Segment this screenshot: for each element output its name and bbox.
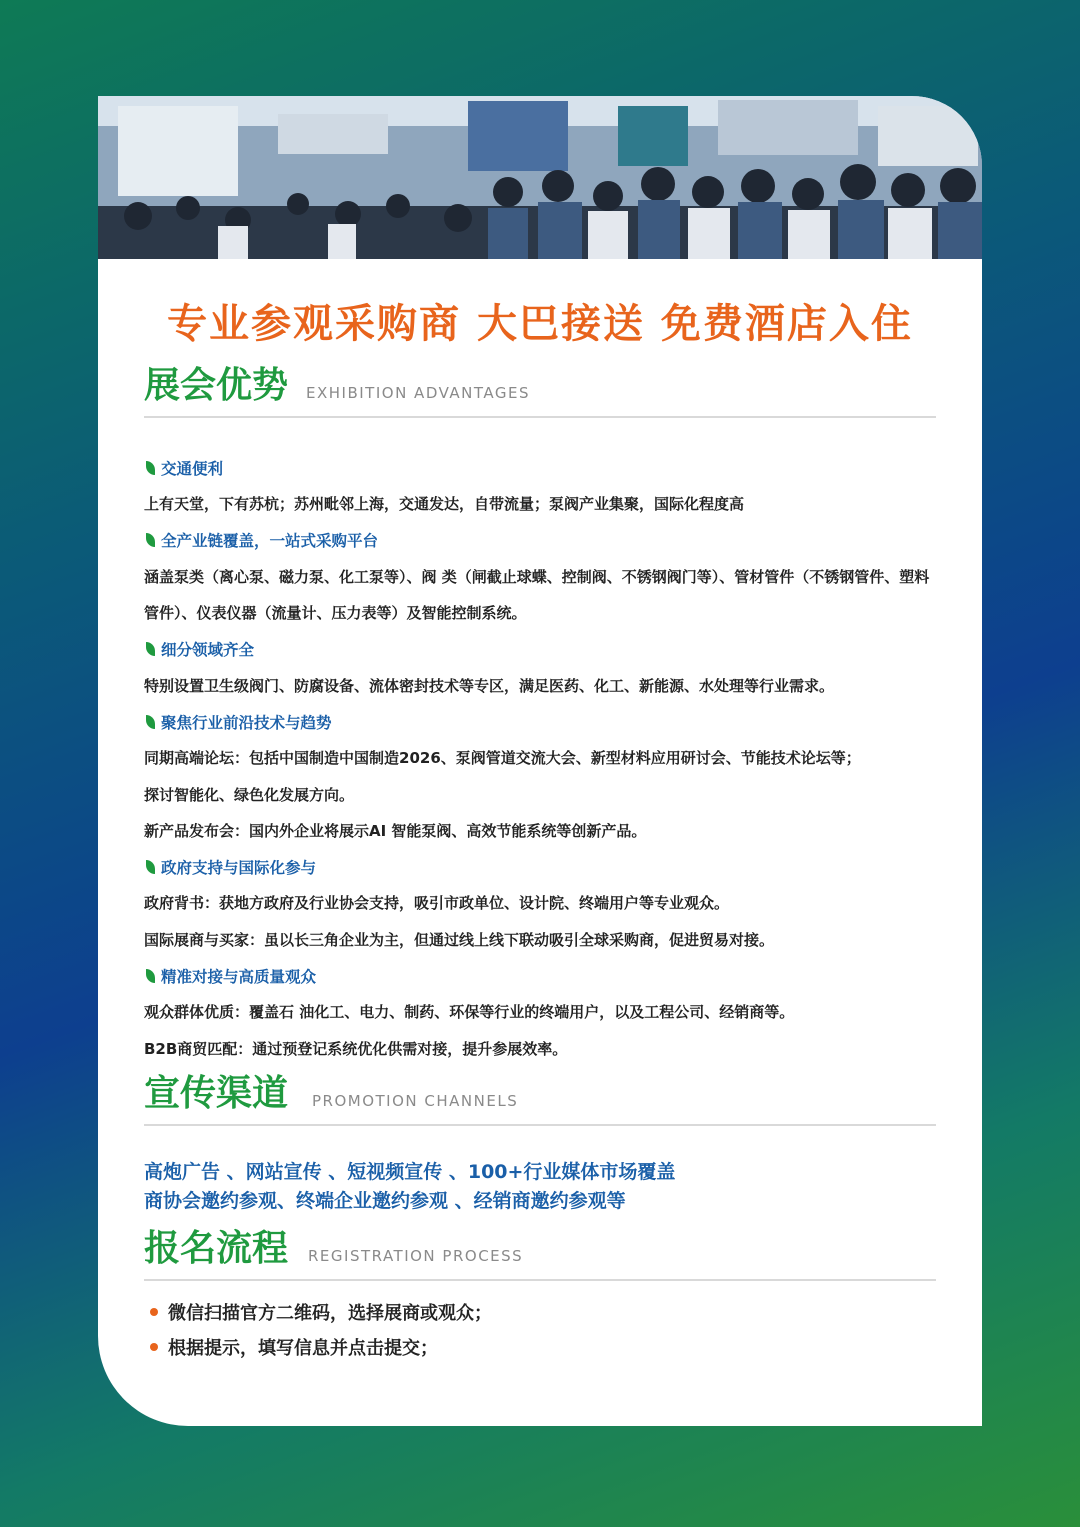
registration-section-header — [144, 1228, 936, 1281]
registration-title-en: REGISTRATION PROCESS — [308, 1247, 524, 1265]
promotion-title: 宣传渠道 — [144, 1073, 289, 1114]
advantage-text: 同期高端论坛：包括中国制造中国制造2026、泵阀管道交流大会、新型材料应用研讨会、节能技术论坛等； — [144, 749, 861, 767]
advantage-item-title: 聚焦行业前沿技术与趋势 — [146, 711, 332, 733]
promotion-line: 商协会邀约参观、终端企业邀约参观 、经销商邀约参观等 — [144, 1190, 626, 1212]
leaf-icon — [146, 642, 155, 656]
advantages-section-header — [144, 365, 936, 418]
advantage-text: 特别设置卫生级阀门、防腐设备、流体密封技术等专区，满足医药、化工、新能源、水处理等行业需求。 — [144, 677, 835, 695]
advantages-title-en: EXHIBITION ADVANTAGES — [306, 384, 531, 402]
advantage-text: 政府背书：获地方政府及行业协会支持，吸引市政单位、设计院、终端用户等专业观众。 — [144, 894, 730, 912]
promotion-line: 高炮广告 、网站宣传 、短视频宣传 、100+行业媒体市场覆盖 — [144, 1161, 676, 1183]
advantage-text: 管件）、仪表仪器（流量计、压力表等）及智能控制系统。 — [144, 604, 527, 622]
advantage-item-title: 精准对接与高质量观众 — [146, 965, 316, 987]
advantage-item-title: 政府支持与国际化参与 — [146, 856, 316, 878]
advantage-text: 国际展商与买家：虽以长三角企业为主，但通过线上线下联动吸引全球采购商，促进贸易对接。 — [144, 931, 775, 949]
promotion-title-en: PROMOTION CHANNELS — [312, 1092, 519, 1110]
advantage-text: 观众群体优质：覆盖石 油化工、电力、制药、环保等行业的终端用户，以及工程公司、经销商等。 — [144, 1003, 795, 1021]
leaf-icon — [146, 715, 155, 729]
leaf-icon — [146, 860, 155, 874]
leaf-icon — [146, 969, 155, 983]
advantage-item-title: 全产业链覆盖，一站式采购平台 — [146, 529, 378, 551]
advantages-title: 展会优势 — [144, 365, 289, 406]
content-card — [98, 96, 982, 1426]
leaf-icon — [146, 533, 155, 547]
advantage-text: 新产品发布会：国内外企业将展示AI 智能泵阀、高效节能系统等创新产品。 — [144, 822, 647, 840]
advantage-item-title: 细分领域齐全 — [146, 638, 254, 660]
leaf-icon — [146, 461, 155, 475]
registration-step: 微信扫描官方二维码，选择展商或观众； — [150, 1299, 492, 1325]
advantage-text: 涵盖泵类（离心泵、磁力泵、化工泵等）、阀 类（闸截止球蝶、控制阀、不锈钢阀门等）、管材管件（不锈钢管件、塑料 — [144, 568, 930, 586]
headline: 专业参观采购商 大巴接送 免费酒店入住 — [167, 301, 913, 347]
registration-step: 根据提示，填写信息并点击提交； — [150, 1334, 438, 1360]
advantage-text: 上有天堂，下有苏杭；苏州毗邻上海，交通发达，自带流量；泵阀产业集聚，国际化程度高 — [144, 495, 745, 513]
advantage-text: B2B商贸匹配：通过预登记系统优化供需对接，提升参展效率。 — [144, 1040, 568, 1058]
promotion-section-header — [144, 1073, 936, 1126]
advantage-item-title: 交通便利 — [146, 457, 223, 479]
exhibition-crowd-photo — [98, 96, 982, 259]
advantage-text: 探讨智能化、绿色化发展方向。 — [144, 786, 355, 804]
bullet-dot-icon — [150, 1308, 158, 1316]
registration-title: 报名流程 — [144, 1228, 289, 1269]
bullet-dot-icon — [150, 1343, 158, 1351]
